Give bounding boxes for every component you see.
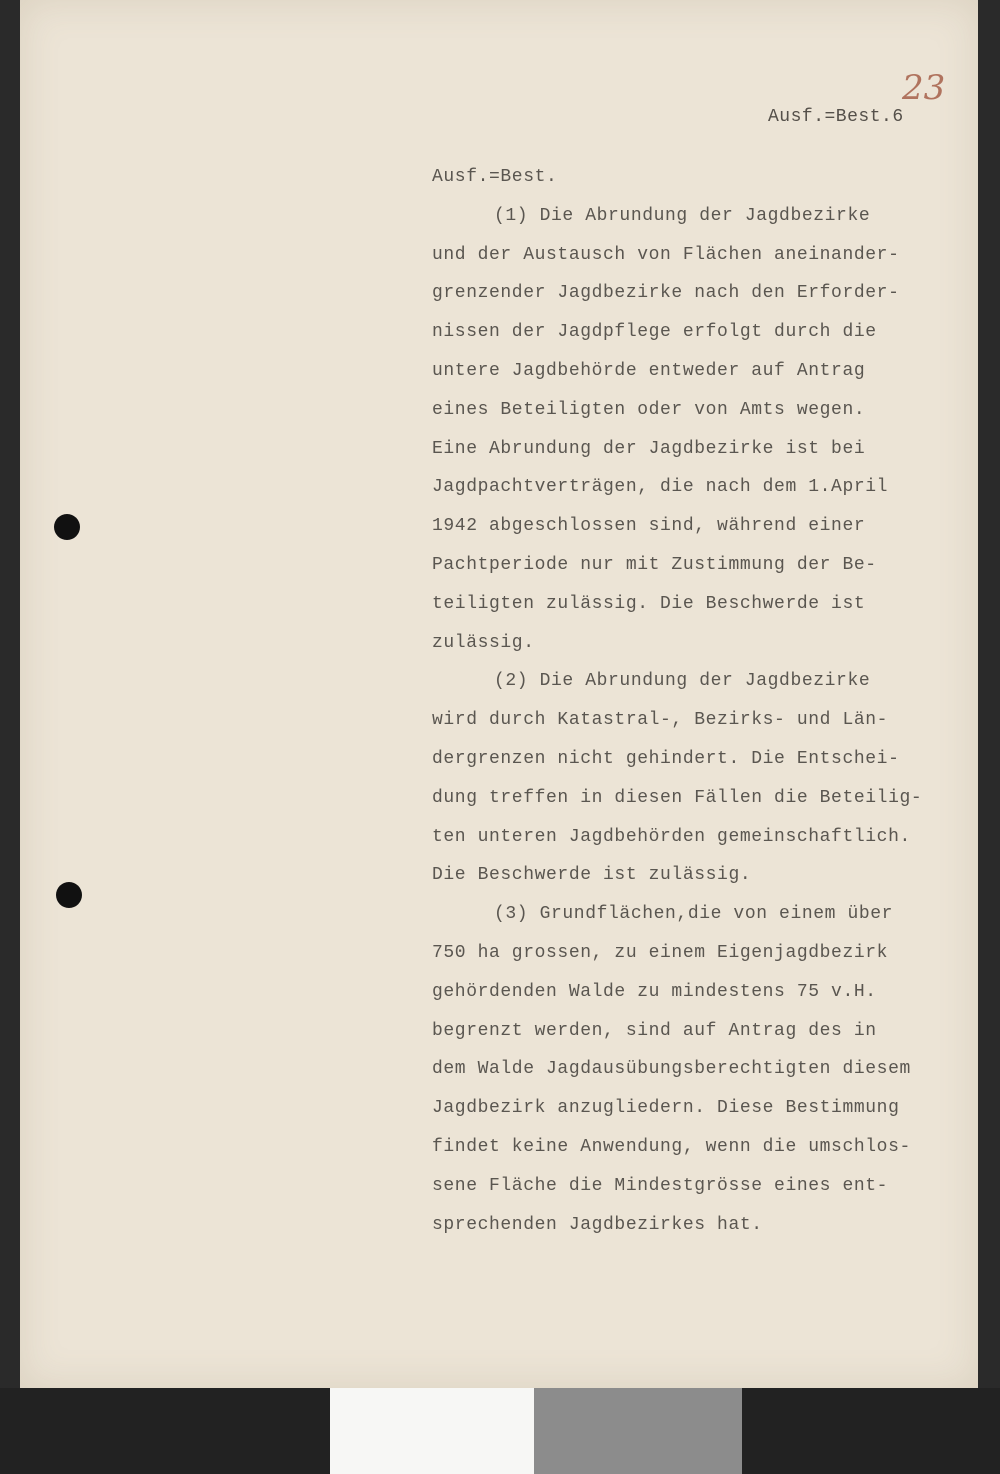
punch-hole-bottom bbox=[56, 882, 82, 908]
text-line: und der Austausch von Flächen aneinander- bbox=[432, 244, 900, 265]
text-line: Eine Abrundung der Jagdbezirke ist bei bbox=[432, 438, 866, 459]
text-line: nissen der Jagdpflege erfolgt durch die bbox=[432, 322, 877, 343]
punch-hole-top bbox=[54, 514, 80, 540]
text-line: grenzender Jagdbezirke nach den Erforder- bbox=[432, 283, 900, 304]
white-calibration-swatch bbox=[330, 1388, 534, 1474]
text-line: wird durch Katastral-, Bezirks- und Län- bbox=[432, 710, 889, 731]
text-line: 750 ha grossen, zu einem Eigenjagdbezirk bbox=[432, 942, 889, 963]
text-line: dem Walde Jagdausübungsberechtigten diesem bbox=[432, 1059, 911, 1080]
text-line: findet keine Anwendung, wenn die umschlos- bbox=[432, 1136, 911, 1157]
text-line: sene Fläche die Mindestgrösse eines ent- bbox=[432, 1175, 889, 1196]
text-line: untere Jagdbehörde entweder auf Antrag bbox=[432, 360, 866, 381]
text-line: eines Beteiligten oder von Amts wegen. bbox=[432, 399, 866, 420]
text-line: dergrenzen nicht gehindert. Die Entschei- bbox=[432, 748, 900, 769]
text-line: teiligten zulässig. Die Beschwerde ist bbox=[432, 593, 866, 614]
text-line: (1) Die Abrundung der Jagdbezirke bbox=[494, 205, 871, 226]
document-body bbox=[432, 158, 952, 1244]
text-line: 1942 abgeschlossen sind, während einer bbox=[432, 516, 866, 537]
text-line: Die Beschwerde ist zulässig. bbox=[432, 865, 752, 886]
header-reference: Ausf.=Best.6 bbox=[768, 107, 904, 127]
text-line: Pachtperiode nur mit Zustimmung der Be- bbox=[432, 554, 877, 575]
paragraph-2 bbox=[432, 662, 952, 895]
text-line: Jagdpachtverträgen, die nach dem 1.April bbox=[432, 477, 889, 498]
text-line: (2) Die Abrundung der Jagdbezirke bbox=[494, 671, 871, 692]
text-line: gehördenden Walde zu mindestens 75 v.H. bbox=[432, 981, 877, 1002]
grey-calibration-swatch bbox=[534, 1388, 742, 1474]
text-line: sprechenden Jagdbezirkes hat. bbox=[432, 1214, 763, 1235]
handwritten-page-number: 23 bbox=[902, 68, 946, 108]
paragraph-1 bbox=[432, 197, 952, 663]
section-title: Ausf.=Best. bbox=[432, 167, 558, 187]
text-line: Jagdbezirk anzugliedern. Diese Bestimmung bbox=[432, 1098, 900, 1119]
text-line: ten unteren Jagdbehörden gemeinschaftlich. bbox=[432, 826, 911, 847]
text-line: (3) Grundflächen,die von einem über bbox=[494, 904, 894, 925]
paragraph-3 bbox=[432, 895, 952, 1244]
text-line: dung treffen in diesen Fällen die Beteilig- bbox=[432, 787, 923, 808]
text-line: begrenzt werden, sind auf Antrag des in bbox=[432, 1020, 877, 1041]
text-line: zulässig. bbox=[432, 632, 535, 653]
